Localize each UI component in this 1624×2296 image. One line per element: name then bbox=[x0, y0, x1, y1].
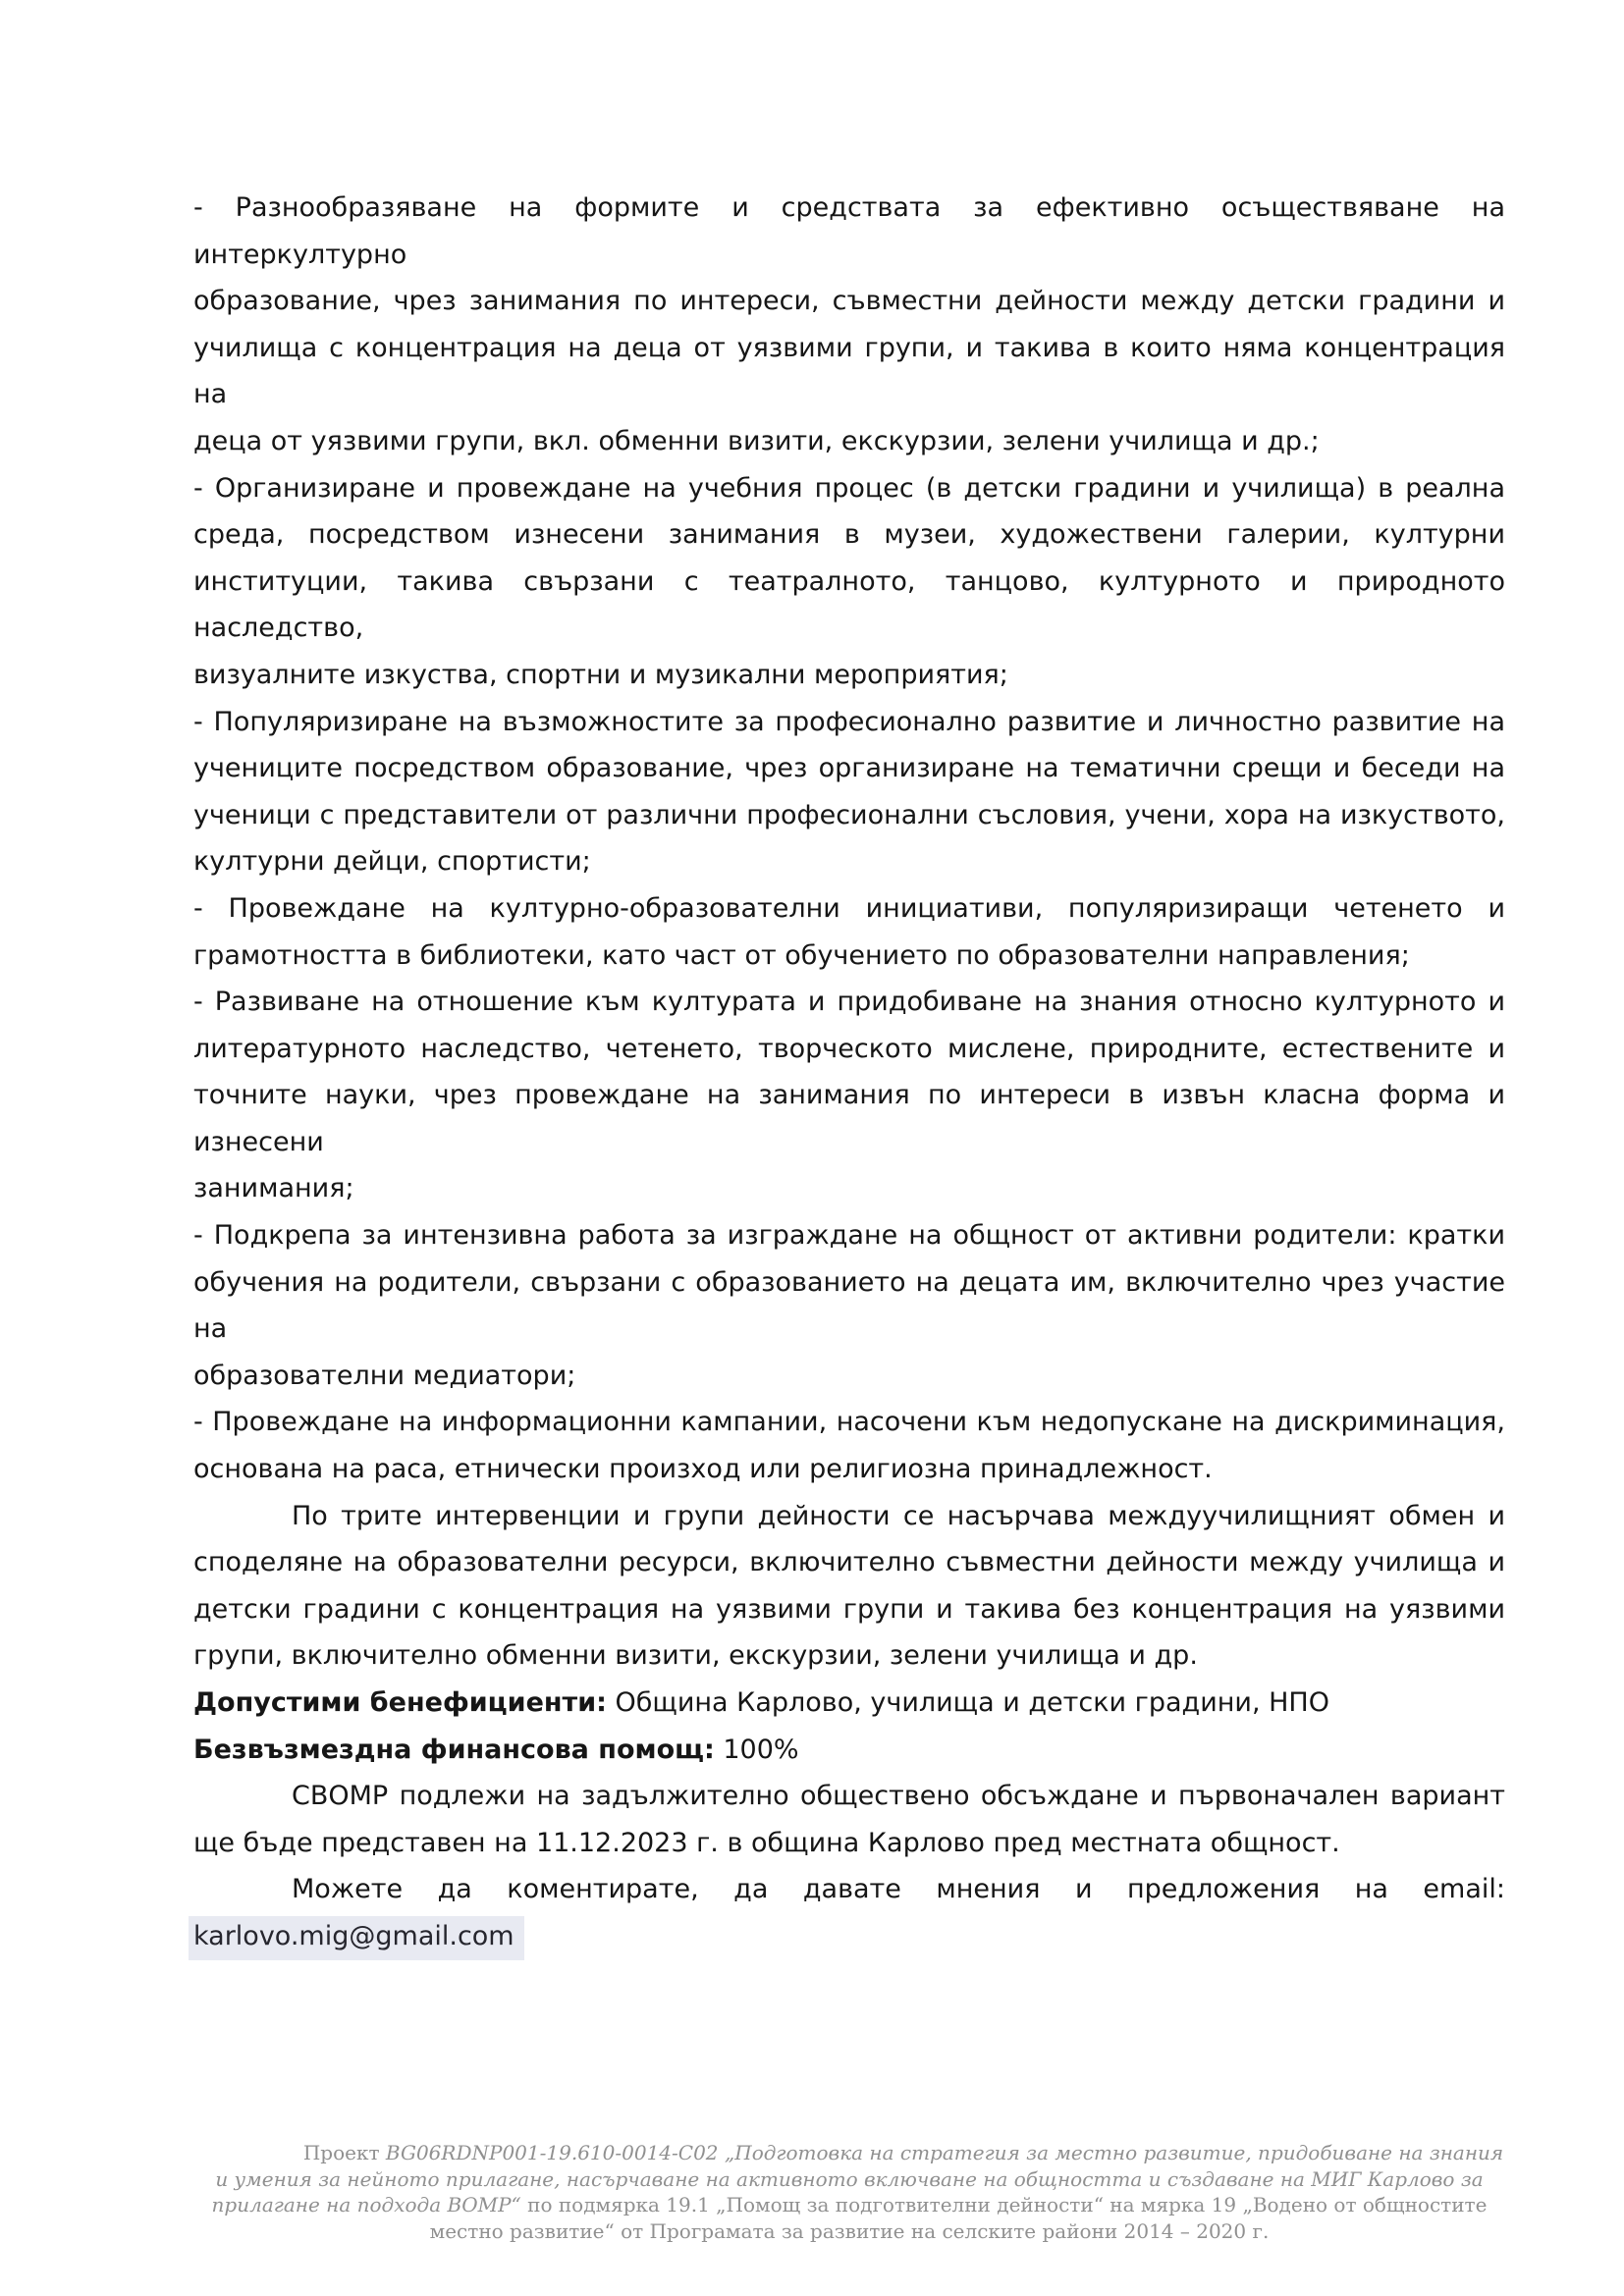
text-line: училища с концентрация на деца от уязвими групи, и такива в които няма концентрация на bbox=[193, 332, 1505, 410]
text-line: - Разнообразяване на формите и средствата за ефективно осъществяване на интеркултурно bbox=[193, 192, 1505, 270]
text-line: обучения на родители, свързани с образованието на децата им, включително чрез участие на bbox=[193, 1266, 1505, 1345]
email-line bbox=[193, 1913, 1505, 1960]
text-line: учениците посредством образование, чрез организиране на тематични срещи и беседи на bbox=[193, 753, 1505, 784]
bullet-paragraph bbox=[193, 465, 1505, 699]
paragraph-beneficiaries bbox=[193, 1680, 1505, 1727]
text-line: основана на раса, етнически произход или религиозна принадлежност. bbox=[193, 1454, 1213, 1485]
bullet-paragraph bbox=[193, 1399, 1505, 1492]
footer-text-italic: BG06RDNP001-19.610-0014-C02 „Подготовка на стратегия за местно развитие, придобиване на знания и умения за нейното прилагане, насърчаване на активното включване на общността и създаване на МИГ Карлово за прилагане на подхода ВОМР“ bbox=[211, 2141, 1504, 2216]
text-line: - Популяризиране на възможностите за професионално развитие и личностно развитие на bbox=[193, 706, 1505, 737]
paragraph-public-discussion bbox=[193, 1773, 1505, 1866]
bullet-paragraph bbox=[193, 185, 1505, 465]
paragraph-grant bbox=[193, 1727, 1505, 1774]
bullet-paragraph bbox=[193, 885, 1505, 979]
text-line: литературното наследство, четенето, творческото мислене, природните, естествените и bbox=[193, 1033, 1505, 1064]
text-line: точните науки, чрез провеждане на занимания по интереси в извън класна форма и изнесени bbox=[193, 1080, 1505, 1157]
text-line: образователни медиатори; bbox=[193, 1360, 576, 1391]
text-line: - Провеждане на културно-образователни инициативи, популяризиращи четенето и bbox=[193, 892, 1505, 924]
text-line: ще бъде представен на 11.12.2023 г. в община Карлово пред местната общност. bbox=[193, 1827, 1340, 1858]
document-body bbox=[193, 185, 1505, 1960]
text-line: образование, чрез занимания по интереси, съвместни дейности между детски градини и bbox=[193, 286, 1505, 317]
footer-text-tail: по подмярка 19.1 „Помощ за подготвителни дейности“ на мярка 19 „Водено от общностите местно развитие“ от Програмата за развитие на селските райони 2014 – 2020 г. bbox=[429, 2193, 1488, 2243]
text-line: визуалните изкуства, спортни и музикални мероприятия; bbox=[193, 659, 1008, 690]
text-line: деца от уязвими групи, вкл. обменни визити, екскурзии, зелени училища и др.; bbox=[193, 425, 1320, 456]
contact-text: Можете да коментирате, да давате мнения и предложения на email: bbox=[292, 1874, 1505, 1905]
text-line: групи, включително обменни визити, екскурзии, зелени училища и др. bbox=[193, 1640, 1198, 1672]
bullet-paragraph bbox=[193, 979, 1505, 1212]
text-line: занимания; bbox=[193, 1173, 354, 1204]
grant-label: Безвъзмездна финансова помощ: bbox=[193, 1734, 715, 1765]
text-line: - Развиване на отношение към културата и придобиване на знания относно културното и bbox=[193, 987, 1505, 1018]
footer-project-note bbox=[193, 2140, 1505, 2244]
beneficiaries-label: Допустими бенефициенти: bbox=[193, 1687, 607, 1718]
text-line: среда, посредством изнесени занимания в музеи, художествени галерии, културни bbox=[193, 519, 1505, 551]
text-line: грамотността в библиотеки, като част от обучението по образователни направления; bbox=[193, 939, 1410, 971]
text-line: детски градини с концентрация на уязвими групи и такива без концентрация на уязвими bbox=[193, 1593, 1505, 1625]
email-link[interactable]: karlovo.mig@gmail.com bbox=[189, 1916, 524, 1960]
footer-text-lead: Проект bbox=[302, 2141, 386, 2164]
text-line: културни дейци, спортисти; bbox=[193, 846, 591, 878]
text-line: СВОМР подлежи на задължително обществено обсъждане и първоначален вариант bbox=[292, 1781, 1505, 1812]
text-line: институции, такива свързани с театралното, танцово, културното и природното наследство, bbox=[193, 565, 1505, 644]
text-line: По трите интервенции и групи дейности се насърчава междуучилищният обмен и bbox=[292, 1500, 1505, 1531]
bullet-paragraph bbox=[193, 1212, 1505, 1399]
text-line: ученици с представители от различни професионални съсловия, учени, хора на изкуството, bbox=[193, 799, 1505, 830]
grant-value: 100% bbox=[714, 1734, 799, 1765]
text-line: - Провеждане на информационни кампании, насочени към недопускане на дискриминация, bbox=[193, 1407, 1505, 1438]
text-line: - Организиране и провеждане на учебния процес (в детски градини и училища) в реална bbox=[193, 472, 1505, 504]
paragraph-interventions bbox=[193, 1493, 1505, 1680]
text-line: споделяне на образователни ресурси, включително съвместни дейности между училища и bbox=[193, 1547, 1505, 1578]
text-line: - Подкрепа за интензивна работа за изграждане на общност от активни родители: кратки bbox=[193, 1220, 1505, 1252]
bullet-paragraph bbox=[193, 699, 1505, 885]
paragraph-contact bbox=[193, 1866, 1505, 1960]
beneficiaries-value: Община Карлово, училища и детски градини, НПО bbox=[606, 1687, 1329, 1718]
